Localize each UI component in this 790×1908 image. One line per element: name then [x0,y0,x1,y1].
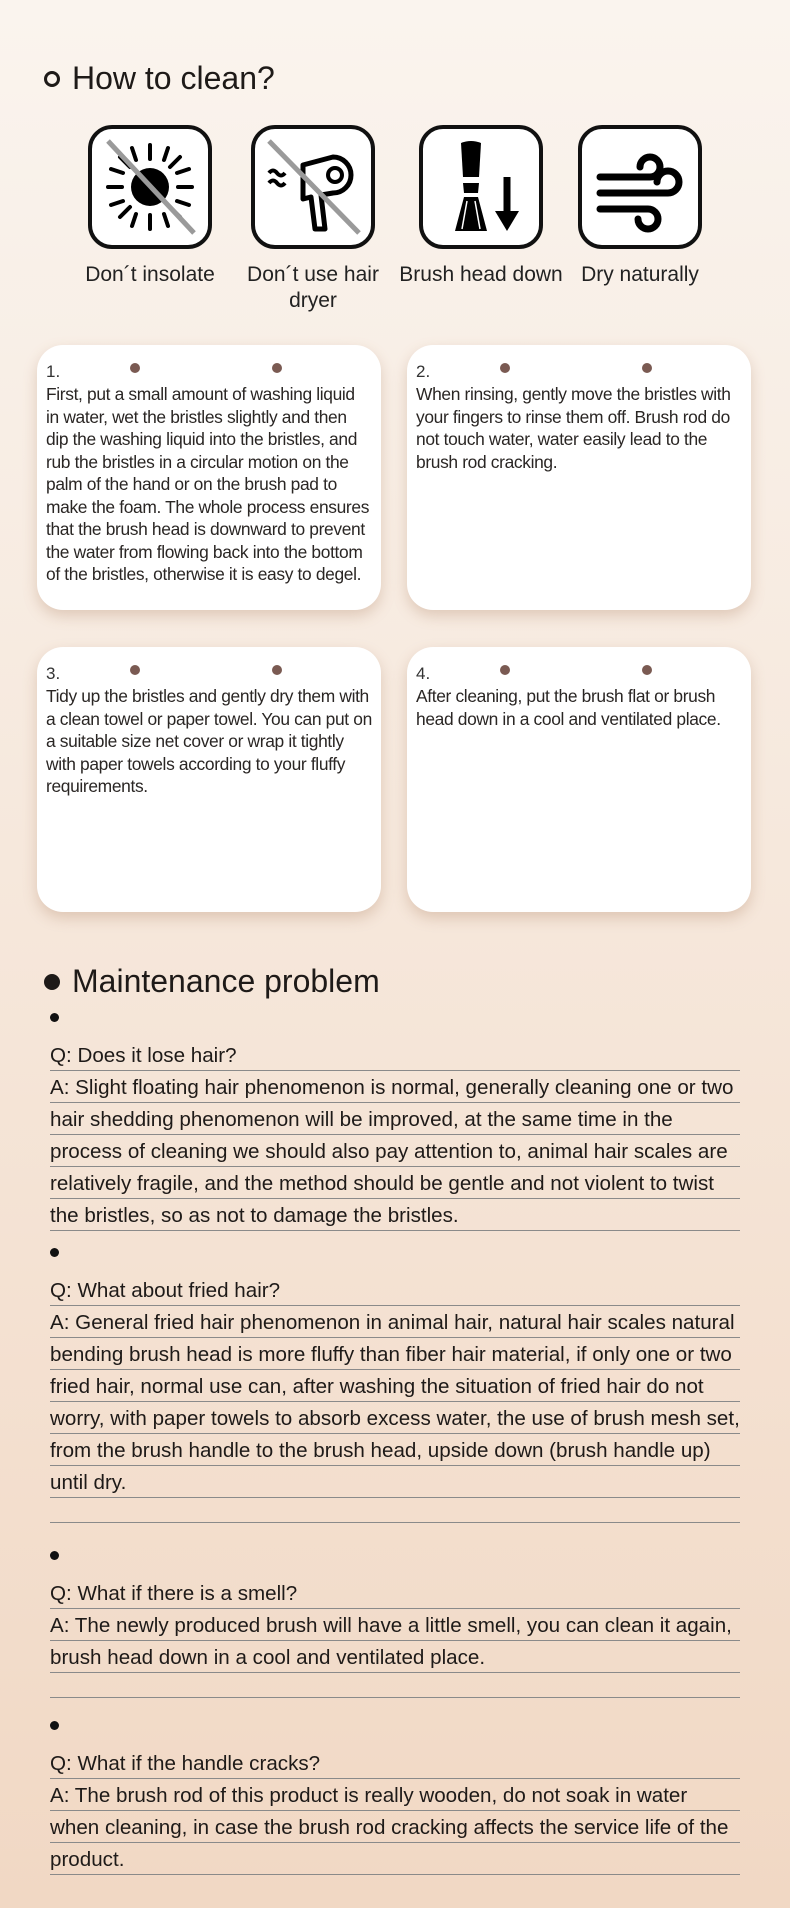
step-number: 1. [46,362,61,381]
faq-question: Q: Does it lose hair? [50,1044,237,1067]
bullet-icon [50,1551,59,1560]
faq-item-3 [50,1551,740,1698]
care-item-head-down [396,125,566,288]
faq-answer: A: The newly produced brush will have a little smell, you can clean it again, brush head down in a cool and ventilated place. [50,1614,732,1669]
step-card-1 [37,345,381,610]
bullet-icon [50,1248,59,1257]
faq-question: Q: What about fried hair? [50,1279,281,1302]
bullet-icon [50,1721,59,1730]
step-card-4 [407,647,751,912]
faq-answer: A: General fried hair phenomenon in animal hair, natural hair scales natural bending brush head is more fluffy than fiber hair material, if only one or two fried hair, normal use can, after washing the situation of fried hair do not worry, with paper towels to absorb excess water, the use of brush mesh set, from the brush handle to the brush head, upside down (brush handle up) until dry. [50,1311,740,1494]
pin-icon [130,665,140,675]
step-number: 2. [416,362,431,381]
care-item-no-dryer [228,125,398,314]
section-title-text: Maintenance problem [72,963,380,999]
faq-lines [50,1040,740,1232]
section-title-text: How to clean? [72,60,275,96]
step-text: When rinsing, gently move the bristles with your fingers to rinse them off. Brush rod do not touch water, water easily lead to the brush rod cracking. [416,384,731,472]
faq-lines [50,1578,740,1674]
care-icons-row [0,125,790,325]
ruled-line [50,1491,740,1523]
step-number: 3. [46,664,61,683]
brush-head-down-icon [419,125,543,249]
step-card-2 [407,345,751,610]
section-title-clean [44,60,275,97]
care-label: Dry naturally [581,263,699,286]
faq-lines [50,1275,740,1499]
step-card-3 [37,647,381,912]
care-label: Brush head down [399,263,563,286]
care-label: Don´t insolate [85,263,215,286]
step-text: First, put a small amount of washing liquid in water, wet the bristles slightly and then dip the washing liquid into the bristles, and rub the bristles in a circular motion on the palm of the hand or on the brush pad to make the foam. The whole process ensures that the brush head is downward to prevent the water from flowing back into the bottom of the bristles, otherwise it is easy to degel. [46,384,370,584]
care-label: Don´t use hair dryer [247,263,379,312]
faq-item-4 [50,1721,740,1876]
faq-item-2 [50,1248,740,1523]
section-title-maintenance [44,963,380,1000]
hair-dryer-crossed-icon [251,125,375,249]
faq-answer: A: Slight floating hair phenomenon is normal, generally cleaning one or two hair shedding phenomenon will be improved, at the same time in the process of cleaning we should also pay attention to, animal hair scales are relatively fragile, and the method should be gentle and not violent to twist the bristles, so as not to damage the bristles. [50,1076,734,1227]
pin-icon [130,363,140,373]
step-number: 4. [416,664,431,683]
circle-bullet-icon [44,71,60,87]
wind-icon [578,125,702,249]
pin-icon [500,665,510,675]
pin-icon [272,363,282,373]
faq-answer: A: The brush rod of this product is really wooden, do not soak in water when cleaning, in case the brush rod cracking affects the service life of the product. [50,1784,729,1871]
faq-question: Q: What if there is a smell? [50,1582,298,1605]
faq-lines [50,1748,740,1876]
filled-bullet-icon [44,974,60,990]
faq-item-1 [50,1013,740,1232]
step-text: Tidy up the bristles and gently dry them with a clean towel or paper towel. You can put on a suitable size net cover or wrap it tightly with paper towels according to your fluffy requirements. [46,686,372,796]
care-item-no-sun [65,125,235,288]
bullet-icon [50,1013,59,1022]
pin-icon [642,363,652,373]
sun-crossed-icon [88,125,212,249]
pin-icon [642,665,652,675]
faq-question: Q: What if the handle cracks? [50,1752,321,1775]
care-item-dry-naturally [555,125,725,288]
pin-icon [272,665,282,675]
step-text: After cleaning, put the brush flat or brush head down in a cool and ventilated place. [416,686,721,729]
pin-icon [500,363,510,373]
